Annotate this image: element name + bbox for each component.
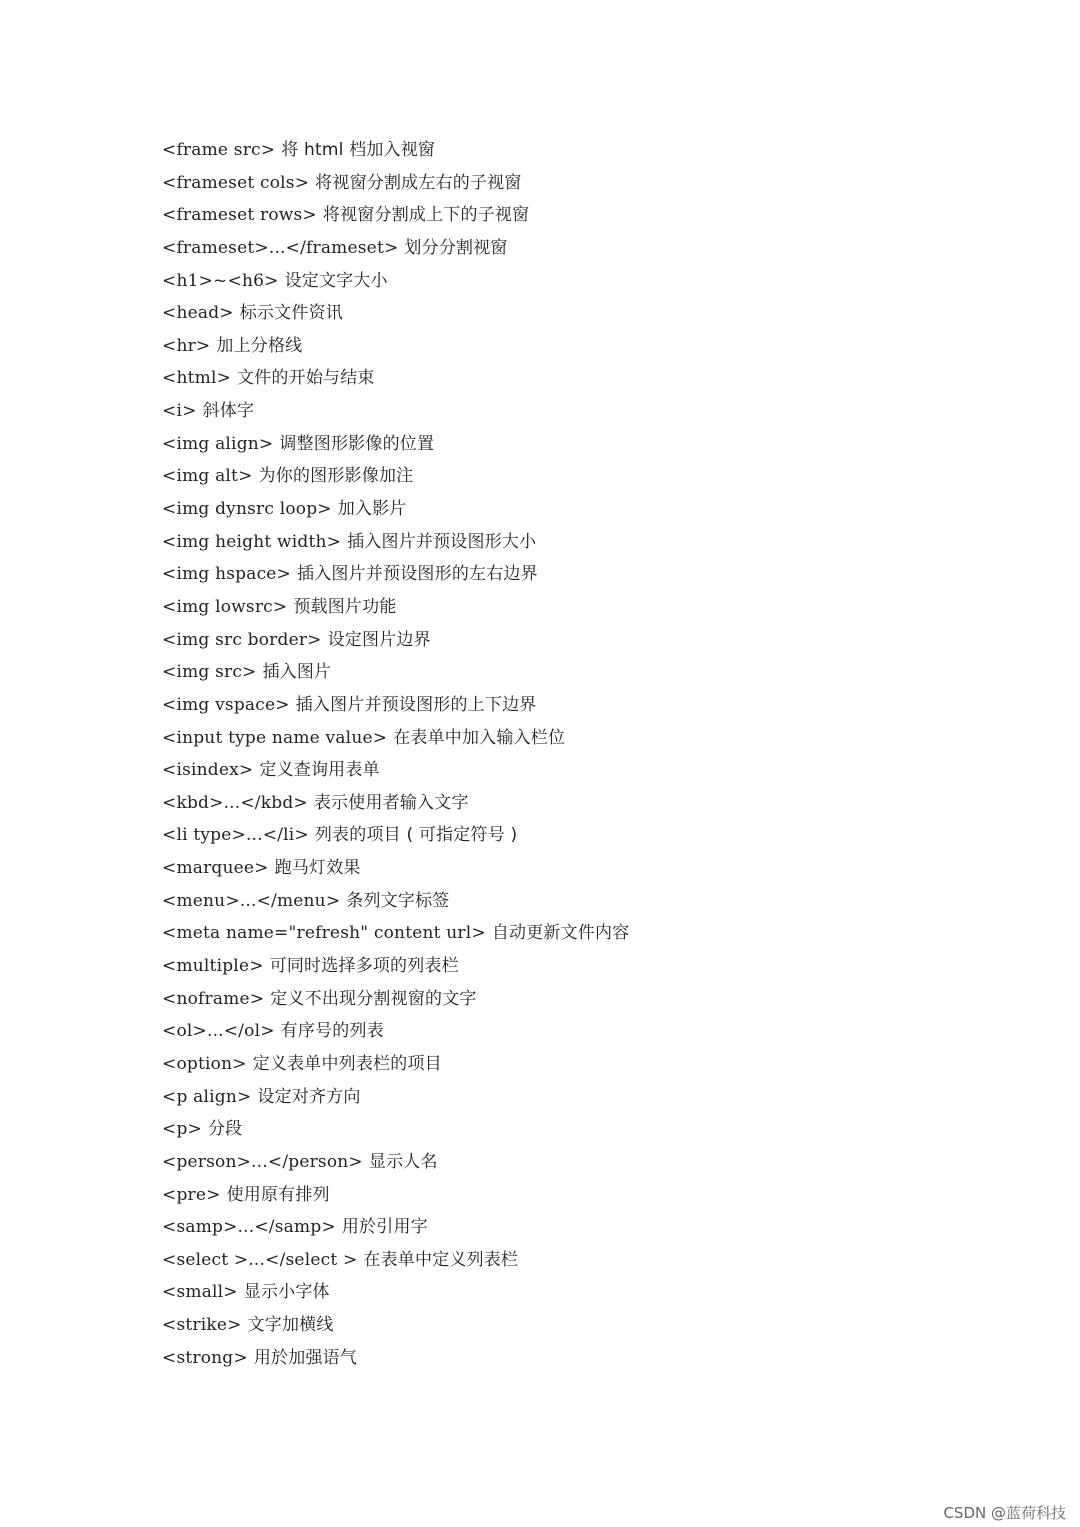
tag-description: 将 html 档加入视窗	[281, 140, 436, 160]
tag-description: 插入图片并预设图形的上下边界	[295, 694, 537, 715]
tag-description: 条列文字标签	[346, 890, 450, 911]
tag-code: <multiple>	[162, 956, 264, 977]
tag-code: <person>...</person>	[162, 1151, 363, 1172]
tag-code: <frameset>...</frameset>	[162, 237, 399, 258]
tag-reference-list	[162, 134, 629, 1374]
tag-code: <frameset cols>	[162, 172, 310, 193]
tag-code: <img height width>	[162, 531, 342, 552]
tag-description: 显示小字体	[243, 1282, 330, 1303]
tag-entry	[162, 199, 629, 232]
tag-code: <option>	[162, 1053, 247, 1074]
tag-description: 为你的图形影像加注	[258, 466, 414, 487]
tag-entry	[162, 983, 629, 1016]
tag-code: <select >...</select >	[162, 1249, 358, 1270]
tag-description: 定义表单中列表栏的项目	[252, 1053, 442, 1074]
tag-entry	[162, 656, 629, 689]
tag-code: <li type>...</li>	[162, 825, 309, 846]
tag-entry	[162, 1309, 629, 1342]
tag-description: 标示文件资讯	[239, 303, 343, 324]
tag-code: <noframe>	[162, 988, 265, 1009]
tag-entry	[162, 1276, 629, 1309]
tag-code: <pre>	[162, 1184, 221, 1205]
tag-entry	[162, 885, 629, 918]
tag-code: <frame src>	[162, 140, 276, 160]
tag-code: <p>	[162, 1119, 202, 1140]
tag-description: 插入图片并预设图形的左右边界	[297, 564, 538, 585]
tag-description: 用於加强语气	[253, 1347, 358, 1368]
tag-description: 定义查询用表单	[259, 760, 380, 781]
tag-description: 文件的开始与结束	[237, 368, 375, 389]
tag-description: 插入图片	[262, 662, 332, 683]
tag-code: <kbd>...</kbd>	[162, 792, 308, 813]
tag-code: <img hspace>	[162, 564, 292, 585]
tag-description: 文字加横线	[247, 1315, 334, 1336]
tag-description: 设定文字大小	[284, 270, 388, 291]
tag-entry	[162, 917, 629, 950]
tag-entry	[162, 1015, 629, 1048]
tag-description: 预载图片功能	[293, 596, 397, 617]
tag-code: <img align>	[162, 433, 274, 454]
tag-code: <small>	[162, 1282, 238, 1303]
tag-entry	[162, 1179, 629, 1212]
tag-entry	[162, 526, 629, 559]
tag-description: 插入图片并预设图形大小	[347, 531, 537, 552]
tag-code: <isindex>	[162, 760, 254, 781]
tag-entry	[162, 1113, 629, 1146]
tag-description: 用於引用字	[341, 1217, 428, 1238]
tag-code: <strike>	[162, 1315, 242, 1336]
tag-description: 加入影片	[337, 499, 407, 520]
tag-description: 斜体字	[202, 401, 255, 422]
tag-code: <input type name value>	[162, 727, 388, 748]
tag-code: <img vspace>	[162, 694, 290, 715]
tag-code: <marquee>	[162, 858, 269, 879]
tag-entry	[162, 591, 629, 624]
tag-entry	[162, 1342, 629, 1375]
tag-entry	[162, 493, 629, 526]
tag-entry	[162, 395, 629, 428]
tag-entry	[162, 428, 629, 461]
tag-description: 分段	[207, 1119, 243, 1140]
tag-code: <h1>~<h6>	[162, 270, 279, 291]
tag-code: <img lowsrc>	[162, 596, 288, 617]
tag-description: 有序号的列表	[280, 1021, 384, 1042]
tag-code: <html>	[162, 368, 232, 389]
tag-description: 设定图片边界	[327, 629, 431, 650]
tag-description: 列表的项目 ( 可指定符号 )	[314, 825, 518, 846]
tag-description: 将视窗分割成上下的子视窗	[322, 205, 530, 226]
tag-entry	[162, 1244, 629, 1277]
tag-entry	[162, 1081, 629, 1114]
tag-entry	[162, 558, 629, 591]
tag-code: <menu>...</menu>	[162, 890, 341, 911]
csdn-watermark: CSDN @蓝荷科技	[943, 1504, 1066, 1522]
tag-entry	[162, 1211, 629, 1244]
tag-description: 定义不出现分割视窗的文字	[270, 988, 477, 1009]
tag-entry	[162, 624, 629, 657]
tag-description: 可同时选择多项的列表栏	[269, 956, 459, 977]
tag-code: <meta name="refresh" content url>	[162, 923, 486, 944]
tag-entry	[162, 362, 629, 395]
tag-description: 将视窗分割成左右的子视窗	[315, 172, 522, 193]
tag-description: 自动更新文件内容	[491, 923, 630, 944]
tag-entry	[162, 167, 629, 200]
tag-code: <hr>	[162, 335, 211, 356]
tag-description: 显示人名	[368, 1151, 438, 1172]
tag-code: <img src>	[162, 662, 257, 683]
tag-entry	[162, 134, 629, 167]
tag-description: 跑马灯效果	[274, 858, 361, 879]
tag-code: <img dynsrc loop>	[162, 499, 332, 520]
tag-code: <samp>...</samp>	[162, 1217, 336, 1238]
tag-entry	[162, 852, 629, 885]
tag-entry	[162, 689, 629, 722]
tag-entry	[162, 1048, 629, 1081]
tag-entry	[162, 265, 629, 298]
tag-code: <i>	[162, 401, 197, 422]
tag-entry	[162, 330, 629, 363]
tag-description: 在表单中加入输入栏位	[393, 727, 566, 748]
tag-code: <img alt>	[162, 466, 253, 487]
tag-entry	[162, 722, 629, 755]
tag-description: 在表单中定义列表栏	[363, 1249, 519, 1270]
tag-description: 设定对齐方向	[257, 1086, 361, 1107]
tag-entry	[162, 460, 629, 493]
tag-code: <img src border>	[162, 629, 322, 650]
tag-entry	[162, 754, 629, 787]
tag-entry	[162, 787, 629, 820]
tag-description: 调整图形影像的位置	[279, 433, 435, 454]
tag-code: <strong>	[162, 1347, 248, 1368]
tag-code: <p align>	[162, 1086, 252, 1107]
tag-code: <head>	[162, 303, 234, 324]
tag-code: <frameset rows>	[162, 205, 317, 226]
tag-description: 使用原有排列	[226, 1184, 330, 1205]
tag-entry	[162, 297, 629, 330]
tag-description: 加上分格线	[216, 335, 303, 356]
tag-entry	[162, 232, 629, 265]
tag-entry	[162, 1146, 629, 1179]
tag-description: 表示使用者输入文字	[313, 792, 469, 813]
tag-entry	[162, 819, 629, 852]
tag-description: 划分分割视窗	[404, 237, 508, 258]
tag-code: <ol>...</ol>	[162, 1021, 275, 1042]
tag-entry	[162, 950, 629, 983]
